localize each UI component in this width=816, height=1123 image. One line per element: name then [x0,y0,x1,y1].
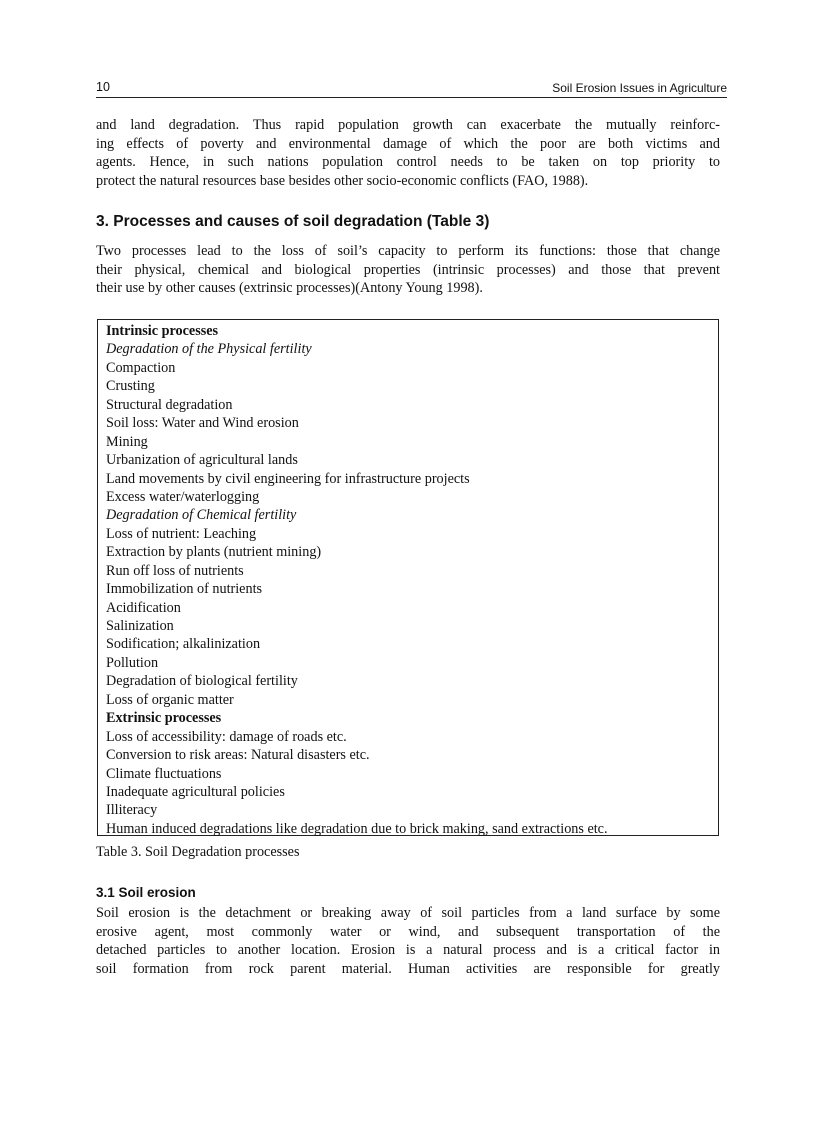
table-group-heading: Intrinsic processes [106,323,219,339]
running-header [96,80,727,98]
page-number: 10 [96,80,110,94]
text-line: ing effects of poverty and environmental damage of which the poor are both victims and [96,135,720,152]
subsection-paragraph [96,904,720,978]
table-row: Extraction by plants (nutrient mining) [106,544,322,561]
text-line: erosive agent, most commonly water or wind, and subsequent transportation of the [96,923,720,940]
table-row: Climate fluctuations [106,765,222,782]
table-row: Land movements by civil engineering for infrastructure projects [106,470,470,487]
table-row: Sodification; alkalinization [106,636,261,653]
table-row: Mining [106,433,148,450]
table-row: Inadequate agricultural policies [106,783,285,800]
table-row: Conversion to risk areas: Natural disasters etc. [106,747,370,764]
table-subgroup-heading: Degradation of Chemical fertility [106,507,297,524]
text-line: soil formation from rock parent material. Human activities are responsible for greatly [96,960,720,977]
running-title: Soil Erosion Issues in Agriculture [552,81,727,95]
table-row: Excess water/waterlogging [106,488,260,505]
table-rows [106,322,714,838]
text-line: protect the natural resources base besides other socio-economic conflicts (FAO, 1988). [96,172,589,189]
table-row: Compaction [106,359,176,376]
text-line: Two processes lead to the loss of soil’s capacity to perform its functions: those that change [96,243,720,259]
table-row: Salinization [106,618,174,634]
table-group-heading: Extrinsic processes [106,710,222,727]
subsection-heading: 3.1 Soil erosion [96,885,196,900]
table-row: Loss of accessibility: damage of roads etc. [106,728,347,745]
text-line: agents. Hence, in such nations population control needs to be taken on top priority to [96,154,720,171]
table-subgroup-heading: Degradation of the Physical fertility [106,341,312,358]
table-row: Structural degradation [106,396,233,413]
text-line: Soil erosion is the detachment or breaking away of soil particles from a land surface by some [96,905,720,921]
table-row: Immobilization of nutrients [106,581,263,598]
table-row: Loss of nutrient: Leaching [106,525,257,542]
table-row: Pollution [106,654,159,671]
text-line: detached particles to another location. Erosion is a natural process and is a critical factor in [96,942,720,959]
table-row: Acidification [106,599,181,616]
degradation-processes-table [97,319,719,836]
table-row: Degradation of biological fertility [106,673,298,690]
table-row: Soil loss: Water and Wind erosion [106,415,299,432]
table-row: Illiteracy [106,802,158,819]
table-caption: Table 3. Soil Degradation processes [96,844,300,860]
text-line: and land degradation. Thus rapid population growth can exacerbate the mutually reinforc- [96,117,720,133]
table-row: Loss of organic matter [106,691,234,708]
section-heading: 3. Processes and causes of soil degradation (Table 3) [96,213,490,230]
table-row: Crusting [106,378,155,395]
text-line: their physical, chemical and biological properties (intrinsic processes) and those that prevent [96,261,720,278]
section-paragraph [96,242,720,298]
table-row: Run off loss of nutrients [106,562,244,579]
table-row: Human induced degradations like degradation due to brick making, sand extractions etc. [106,820,608,837]
text-line: their use by other causes (extrinsic processes)(Antony Young 1998). [96,280,483,297]
table-row: Urbanization of agricultural lands [106,452,298,469]
intro-paragraph [96,116,720,190]
